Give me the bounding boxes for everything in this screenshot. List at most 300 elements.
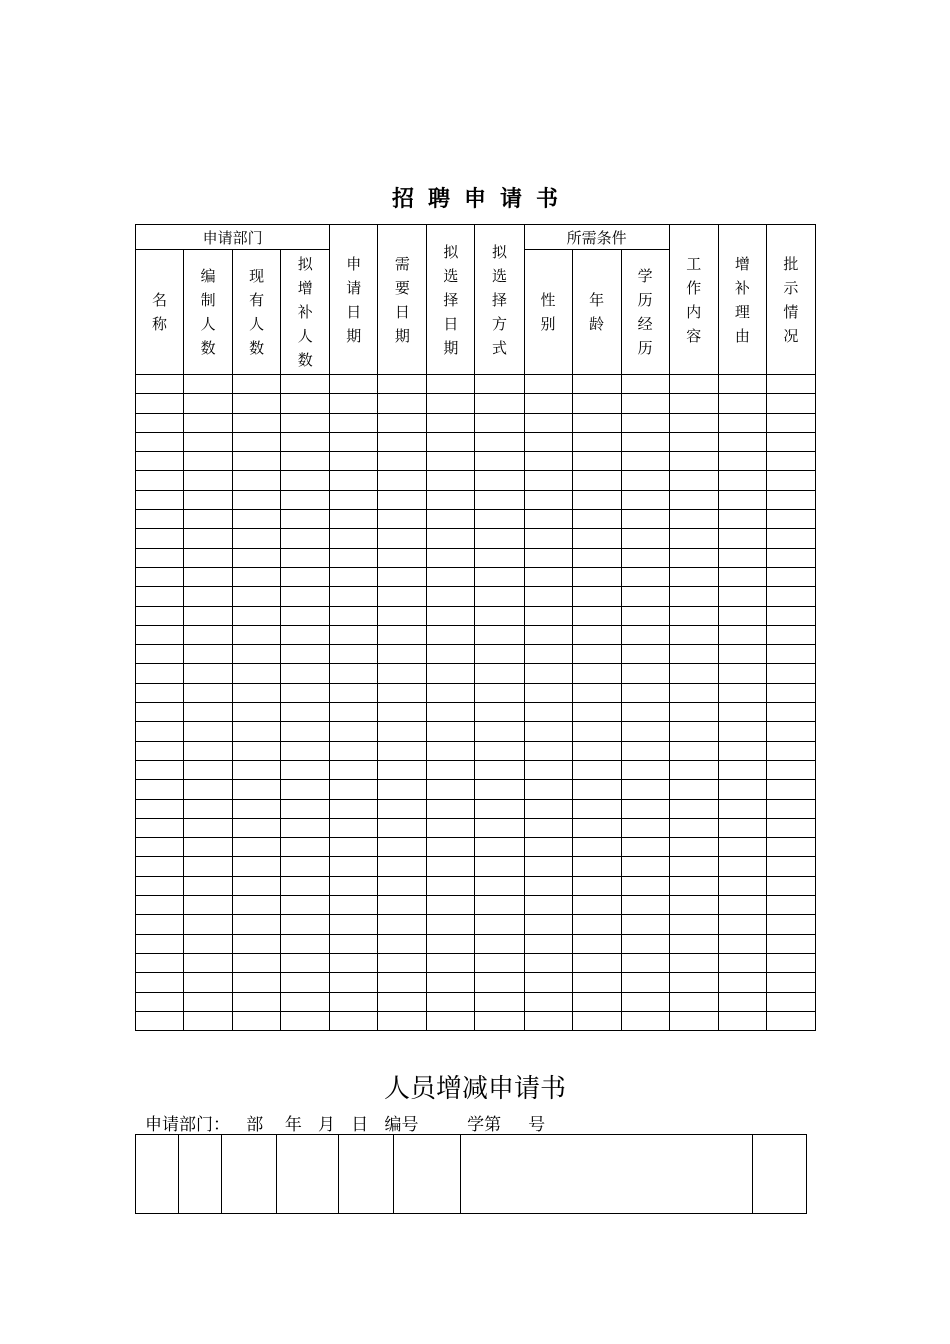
table-cell[interactable] [524,587,572,606]
table-cell[interactable] [184,625,233,644]
table-cell[interactable] [330,973,378,992]
table-cell[interactable] [766,510,815,529]
table-cell[interactable] [572,838,621,857]
table-cell[interactable] [621,510,669,529]
table-cell[interactable] [378,992,427,1011]
table-cell[interactable] [330,915,378,934]
table-cell[interactable] [281,876,330,895]
table-cell[interactable] [669,471,718,490]
table-cell[interactable] [378,490,427,509]
table-cell[interactable] [475,973,524,992]
table-cell[interactable] [378,760,427,779]
table-cell[interactable] [718,548,766,567]
table-cell[interactable] [475,876,524,895]
table-cell[interactable] [378,413,427,432]
table-cell[interactable] [427,452,475,471]
table-cell[interactable] [475,992,524,1011]
table-cell[interactable] [281,838,330,857]
table-cell[interactable] [233,1011,281,1030]
table-cell[interactable] [281,432,330,451]
table-cell[interactable] [669,548,718,567]
table-cell[interactable] [766,452,815,471]
table-cell[interactable] [766,799,815,818]
table-cell[interactable] [281,490,330,509]
table-cell[interactable] [524,896,572,915]
table-cell[interactable] [233,606,281,625]
table-cell[interactable] [572,876,621,895]
table-cell[interactable] [718,760,766,779]
table-cell[interactable] [330,587,378,606]
table-cell[interactable] [572,973,621,992]
table-cell[interactable] [427,432,475,451]
table-cell[interactable] [572,760,621,779]
table-cell[interactable] [427,490,475,509]
table-cell[interactable] [427,510,475,529]
table-cell[interactable] [378,587,427,606]
table-cell[interactable] [524,973,572,992]
table-cell[interactable] [669,953,718,972]
table-cell[interactable] [330,799,378,818]
table-cell[interactable] [136,587,184,606]
table-cell[interactable] [572,896,621,915]
table-cell[interactable] [136,510,184,529]
table-cell[interactable] [330,1011,378,1030]
table-cell[interactable] [524,567,572,586]
table-cell[interactable] [669,780,718,799]
table-cell[interactable] [572,452,621,471]
table-cell[interactable] [378,606,427,625]
table-cell[interactable] [427,375,475,394]
table-cell[interactable] [718,896,766,915]
table-cell[interactable] [572,953,621,972]
table-cell[interactable] [281,645,330,664]
table-cell[interactable] [136,645,184,664]
table-cell[interactable] [718,799,766,818]
table-cell[interactable] [330,683,378,702]
table-cell[interactable] [475,741,524,760]
table-cell[interactable] [184,992,233,1011]
table-cell[interactable] [281,896,330,915]
table-cell[interactable] [136,799,184,818]
table-cell[interactable] [330,413,378,432]
table-cell[interactable] [184,548,233,567]
table-cell[interactable] [378,703,427,722]
table-cell[interactable] [524,799,572,818]
table-cell[interactable] [330,510,378,529]
table-cell[interactable] [669,394,718,413]
table-cell[interactable] [475,375,524,394]
table-cell[interactable] [524,548,572,567]
table-cell[interactable] [427,1011,475,1030]
table-cell[interactable] [233,529,281,548]
table-cell[interactable] [378,896,427,915]
table-cell[interactable] [524,818,572,837]
table-cell[interactable] [136,857,184,876]
table-cell[interactable] [669,915,718,934]
table-cell[interactable] [524,934,572,953]
table-cell[interactable] [572,567,621,586]
table-cell[interactable] [378,471,427,490]
table-cell[interactable] [766,857,815,876]
table-cell[interactable] [136,567,184,586]
table-cell[interactable] [669,818,718,837]
table-cell[interactable] [427,818,475,837]
table-cell[interactable] [233,703,281,722]
table-cell[interactable] [475,567,524,586]
table-cell[interactable] [427,799,475,818]
table-cell[interactable] [669,703,718,722]
table-cell[interactable] [766,703,815,722]
table-cell[interactable] [766,471,815,490]
table-cell[interactable] [753,1135,807,1214]
table-cell[interactable] [233,683,281,702]
table-cell[interactable] [669,587,718,606]
table-cell[interactable] [184,606,233,625]
table-cell[interactable] [330,934,378,953]
table-cell[interactable] [184,915,233,934]
table-cell[interactable] [136,838,184,857]
table-cell[interactable] [475,645,524,664]
table-cell[interactable] [572,741,621,760]
table-cell[interactable] [669,432,718,451]
table-cell[interactable] [233,973,281,992]
table-cell[interactable] [766,780,815,799]
table-cell[interactable] [184,432,233,451]
table-cell[interactable] [572,645,621,664]
table-cell[interactable] [621,838,669,857]
table-cell[interactable] [330,664,378,683]
table-cell[interactable] [669,490,718,509]
table-cell[interactable] [669,375,718,394]
table-cell[interactable] [475,896,524,915]
table-cell[interactable] [621,760,669,779]
table-cell[interactable] [184,780,233,799]
table-cell[interactable] [718,664,766,683]
table-cell[interactable] [572,432,621,451]
table-cell[interactable] [524,915,572,934]
table-cell[interactable] [233,567,281,586]
table-cell[interactable] [233,490,281,509]
table-cell[interactable] [427,394,475,413]
table-cell[interactable] [378,625,427,644]
table-cell[interactable] [475,548,524,567]
table-cell[interactable] [621,432,669,451]
table-cell[interactable] [330,567,378,586]
table-cell[interactable] [233,452,281,471]
table-cell[interactable] [136,1135,179,1214]
table-cell[interactable] [136,934,184,953]
table-cell[interactable] [669,838,718,857]
table-cell[interactable] [330,876,378,895]
table-cell[interactable] [281,934,330,953]
table-cell[interactable] [669,722,718,741]
table-cell[interactable] [475,722,524,741]
table-cell[interactable] [621,857,669,876]
table-cell[interactable] [281,741,330,760]
table-cell[interactable] [669,567,718,586]
table-cell[interactable] [281,799,330,818]
table-cell[interactable] [281,818,330,837]
table-cell[interactable] [427,625,475,644]
table-cell[interactable] [572,683,621,702]
table-cell[interactable] [427,780,475,799]
table-cell[interactable] [621,915,669,934]
table-cell[interactable] [475,587,524,606]
table-cell[interactable] [766,896,815,915]
table-cell[interactable] [136,413,184,432]
table-cell[interactable] [621,741,669,760]
table-cell[interactable] [281,413,330,432]
table-cell[interactable] [572,625,621,644]
table-cell[interactable] [669,510,718,529]
table-cell[interactable] [330,953,378,972]
table-cell[interactable] [136,818,184,837]
table-cell[interactable] [669,741,718,760]
table-cell[interactable] [184,587,233,606]
table-cell[interactable] [136,780,184,799]
table-cell[interactable] [330,490,378,509]
table-cell[interactable] [669,606,718,625]
table-cell[interactable] [378,741,427,760]
table-cell[interactable] [378,510,427,529]
table-cell[interactable] [339,1135,394,1214]
table-cell[interactable] [136,529,184,548]
table-cell[interactable] [475,760,524,779]
table-cell[interactable] [524,722,572,741]
table-cell[interactable] [475,1011,524,1030]
table-cell[interactable] [669,452,718,471]
table-cell[interactable] [184,683,233,702]
table-cell[interactable] [621,529,669,548]
table-cell[interactable] [330,375,378,394]
table-cell[interactable] [524,703,572,722]
table-cell[interactable] [233,818,281,837]
table-cell[interactable] [184,394,233,413]
table-cell[interactable] [669,683,718,702]
table-cell[interactable] [378,567,427,586]
table-cell[interactable] [524,683,572,702]
table-cell[interactable] [427,934,475,953]
table-cell[interactable] [427,857,475,876]
table-cell[interactable] [378,664,427,683]
table-cell[interactable] [766,548,815,567]
table-cell[interactable] [524,992,572,1011]
table-cell[interactable] [233,394,281,413]
table-cell[interactable] [621,375,669,394]
table-cell[interactable] [281,992,330,1011]
table-cell[interactable] [233,915,281,934]
table-cell[interactable] [475,510,524,529]
table-cell[interactable] [766,432,815,451]
table-cell[interactable] [427,973,475,992]
table-cell[interactable] [572,471,621,490]
table-cell[interactable] [184,413,233,432]
table-cell[interactable] [621,722,669,741]
table-cell[interactable] [524,471,572,490]
table-cell[interactable] [766,760,815,779]
table-cell[interactable] [378,394,427,413]
table-cell[interactable] [281,780,330,799]
table-cell[interactable] [766,587,815,606]
table-cell[interactable] [184,973,233,992]
table-cell[interactable] [572,529,621,548]
table-cell[interactable] [572,510,621,529]
table-cell[interactable] [233,722,281,741]
table-cell[interactable] [427,548,475,567]
table-cell[interactable] [281,953,330,972]
table-cell[interactable] [621,818,669,837]
table-cell[interactable] [281,722,330,741]
table-cell[interactable] [718,432,766,451]
table-cell[interactable] [233,857,281,876]
table-cell[interactable] [136,432,184,451]
table-cell[interactable] [233,780,281,799]
table-cell[interactable] [572,780,621,799]
table-cell[interactable] [233,625,281,644]
table-cell[interactable] [378,452,427,471]
table-cell[interactable] [766,664,815,683]
table-cell[interactable] [475,915,524,934]
table-cell[interactable] [475,934,524,953]
table-cell[interactable] [427,587,475,606]
table-cell[interactable] [281,915,330,934]
table-cell[interactable] [524,529,572,548]
table-cell[interactable] [184,375,233,394]
table-cell[interactable] [766,625,815,644]
table-cell[interactable] [572,703,621,722]
table-cell[interactable] [330,471,378,490]
table-cell[interactable] [766,606,815,625]
table-cell[interactable] [378,1011,427,1030]
table-cell[interactable] [524,780,572,799]
table-cell[interactable] [427,915,475,934]
table-cell[interactable] [475,625,524,644]
table-cell[interactable] [621,664,669,683]
table-cell[interactable] [669,799,718,818]
table-cell[interactable] [621,606,669,625]
table-cell[interactable] [766,645,815,664]
table-cell[interactable] [184,703,233,722]
table-cell[interactable] [621,645,669,664]
table-cell[interactable] [233,375,281,394]
table-cell[interactable] [136,915,184,934]
table-cell[interactable] [766,1011,815,1030]
table-cell[interactable] [475,413,524,432]
table-cell[interactable] [427,703,475,722]
table-cell[interactable] [281,625,330,644]
table-cell[interactable] [184,567,233,586]
table-cell[interactable] [669,664,718,683]
table-cell[interactable] [718,722,766,741]
table-cell[interactable] [621,934,669,953]
table-cell[interactable] [669,896,718,915]
table-cell[interactable] [718,973,766,992]
table-cell[interactable] [669,529,718,548]
table-cell[interactable] [281,683,330,702]
table-cell[interactable] [621,896,669,915]
table-cell[interactable] [233,548,281,567]
table-cell[interactable] [330,606,378,625]
table-cell[interactable] [136,452,184,471]
table-cell[interactable] [475,683,524,702]
table-cell[interactable] [378,780,427,799]
table-cell[interactable] [718,606,766,625]
table-cell[interactable] [233,876,281,895]
table-cell[interactable] [378,722,427,741]
table-cell[interactable] [766,490,815,509]
table-cell[interactable] [184,490,233,509]
table-cell[interactable] [184,1011,233,1030]
table-cell[interactable] [233,510,281,529]
table-cell[interactable] [330,780,378,799]
table-cell[interactable] [766,722,815,741]
table-cell[interactable] [621,799,669,818]
table-cell[interactable] [184,953,233,972]
table-cell[interactable] [184,741,233,760]
table-cell[interactable] [718,683,766,702]
table-cell[interactable] [281,973,330,992]
table-cell[interactable] [233,992,281,1011]
table-cell[interactable] [233,760,281,779]
table-cell[interactable] [621,973,669,992]
table-cell[interactable] [718,818,766,837]
table-cell[interactable] [621,548,669,567]
table-cell[interactable] [621,953,669,972]
table-cell[interactable] [669,413,718,432]
table-cell[interactable] [524,857,572,876]
table-cell[interactable] [281,452,330,471]
table-cell[interactable] [475,432,524,451]
table-cell[interactable] [136,876,184,895]
table-cell[interactable] [233,953,281,972]
table-cell[interactable] [572,394,621,413]
table-cell[interactable] [766,567,815,586]
table-cell[interactable] [233,838,281,857]
table-cell[interactable] [524,432,572,451]
table-cell[interactable] [233,432,281,451]
table-cell[interactable] [475,703,524,722]
table-cell[interactable] [572,375,621,394]
table-cell[interactable] [281,857,330,876]
table-cell[interactable] [621,452,669,471]
table-cell[interactable] [179,1135,222,1214]
table-cell[interactable] [524,645,572,664]
table-cell[interactable] [233,645,281,664]
table-cell[interactable] [427,760,475,779]
table-cell[interactable] [766,394,815,413]
table-cell[interactable] [524,838,572,857]
table-cell[interactable] [718,413,766,432]
table-cell[interactable] [427,741,475,760]
table-cell[interactable] [378,432,427,451]
table-cell[interactable] [766,838,815,857]
table-cell[interactable] [766,413,815,432]
table-cell[interactable] [475,780,524,799]
table-cell[interactable] [524,394,572,413]
table-cell[interactable] [718,567,766,586]
table-cell[interactable] [718,780,766,799]
table-cell[interactable] [524,490,572,509]
table-cell[interactable] [427,413,475,432]
table-cell[interactable] [621,992,669,1011]
table-cell[interactable] [718,838,766,857]
table-cell[interactable] [136,896,184,915]
table-cell[interactable] [136,741,184,760]
table-cell[interactable] [766,992,815,1011]
table-cell[interactable] [475,953,524,972]
table-cell[interactable] [330,741,378,760]
table-cell[interactable] [427,838,475,857]
